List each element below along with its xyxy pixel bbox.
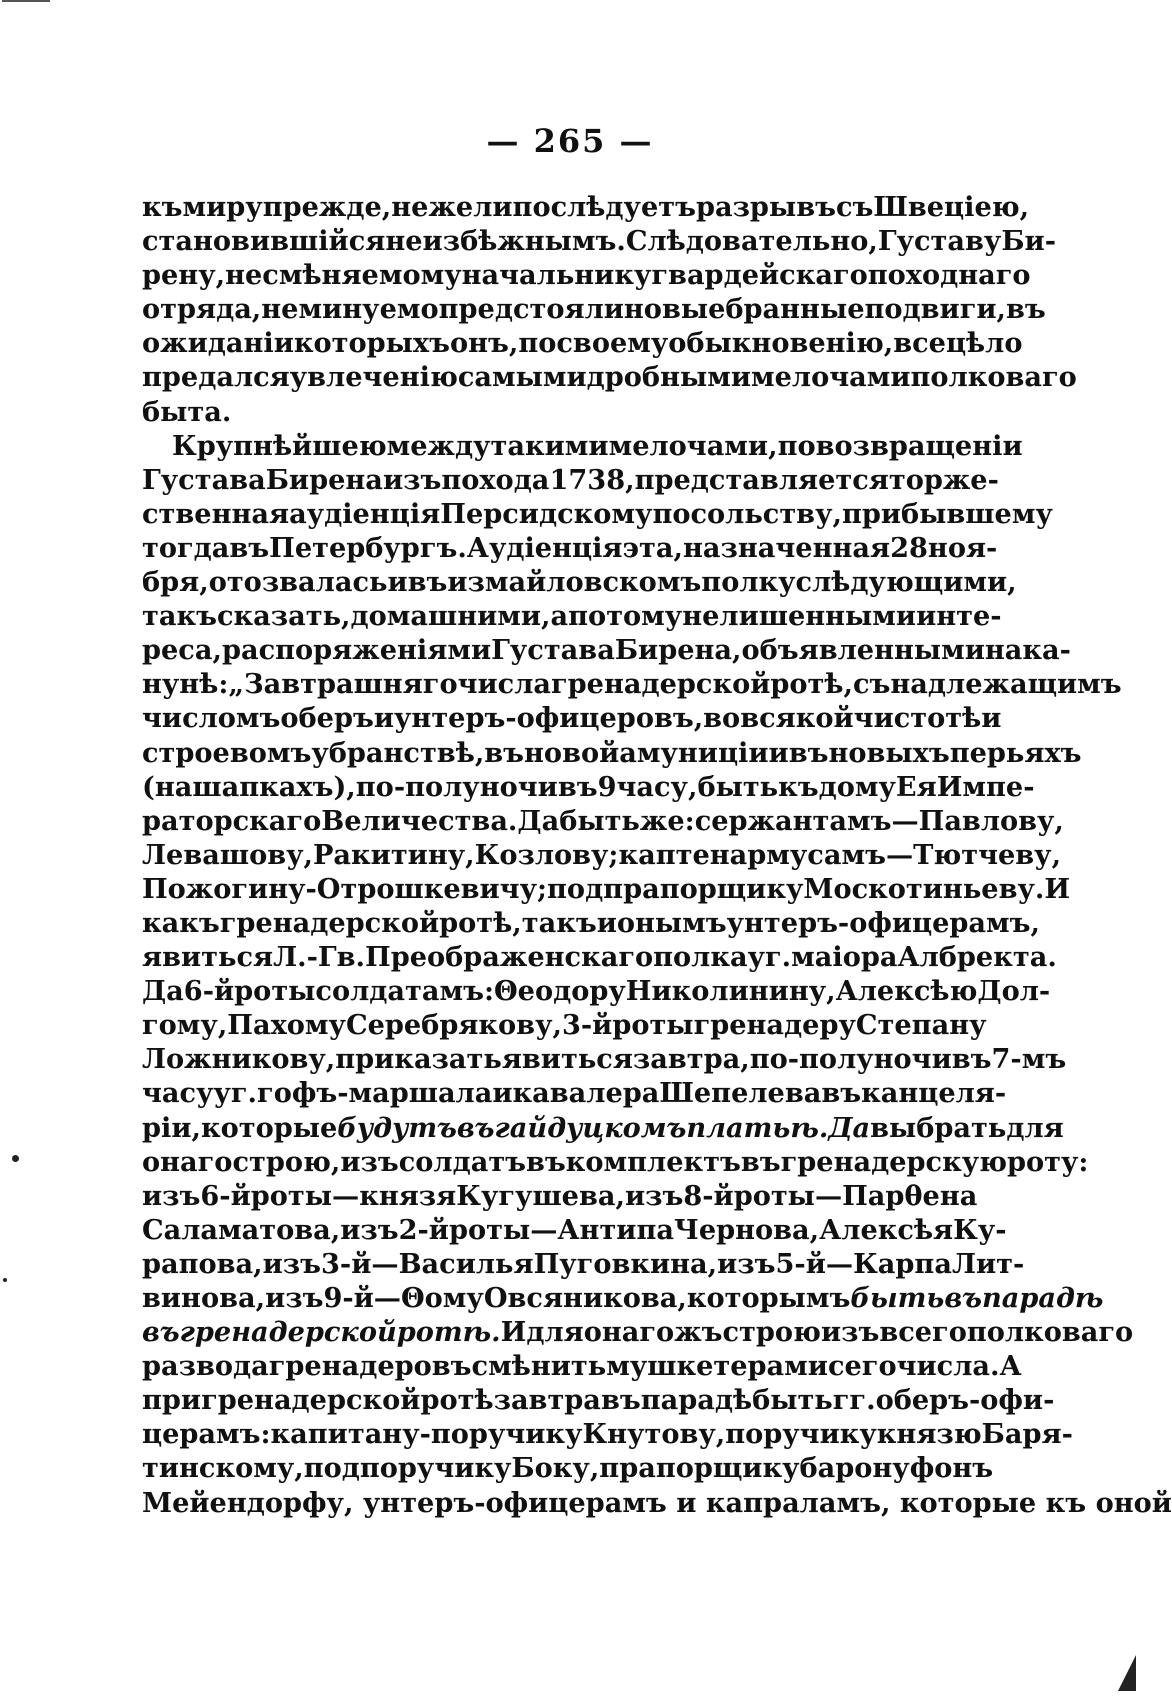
paragraph [142, 429, 1172, 1520]
text-line: Левашову, Ракитину, Козлову; каптенармусамъ—Тютчеву, [142, 838, 1062, 871]
text-line: явиться Л.-Гв. Преображенскаго полка у г. маіора Албректа. [142, 941, 1057, 974]
text-line: раторскаго Величества. Да быть же: сержантамъ—Павлову, [142, 804, 1064, 837]
text-line: числомъ оберъ и унтеръ-офицеровъ, во всякой чистотѣ и [142, 702, 1002, 735]
text-line: Крупнѣйшею между такими мелочами, по возвращеніи [172, 429, 1023, 462]
text-line: ожиданіи которыхъ онъ, по своему обыкновенію, всецѣло [142, 327, 1023, 360]
scan-edge-line [2, 0, 50, 2]
text-line: Саламатова, изъ 2-й роты—Антипа Чернова, Алексѣя Ку- [142, 1213, 1007, 1246]
body-text [142, 190, 1172, 1520]
corner-smudge [1118, 1655, 1136, 1691]
text-line: къ миру прежде, нежели послѣдуетъ разрывъ съ Швеціею, [142, 191, 1030, 223]
text-line: Да 6-й роты солдатамъ: Θеодору Николинину, Алексѣю Дол- [142, 975, 1051, 1008]
scan-speck [3, 1278, 7, 1282]
text-line: тинскому, подпоручику Боку, прапорщику барону фонъ [142, 1452, 994, 1485]
text-line: Густава Бирена изъ похода 1738, представляется торже- [142, 463, 999, 496]
text-line: (на шапкахъ), по-полуночи въ 9 часу, быть къ дому Ея Импе- [142, 770, 1035, 803]
text-line: въ гренадерской ротѣ. И для онаго жъ строю изъ всего полковаго [142, 1316, 1134, 1349]
text-line: изъ 6-й роты — князя Кугушева, изъ 8-й роты — Парθена [142, 1179, 978, 1212]
text-line: Ложникову, приказать явиться завтра, по-полуночи въ 7-мъ [142, 1043, 1067, 1076]
text-line: быта. [142, 395, 232, 428]
text-line: бря, отозвалась и въ измайловскомъ полку слѣдующими, [142, 566, 1017, 599]
paragraph [142, 190, 1077, 429]
text-line: развода гренадеровъ смѣнить мушкетерами сего числа. А [142, 1350, 1022, 1383]
text-line: предался увлеченію самыми дробными мелочами полковаго [142, 361, 1077, 394]
page-number: — 265 — [486, 122, 654, 160]
text-line: нунѣ: „Завтрашняго числа гренадерской ротѣ, съ надлежащимъ [142, 668, 1122, 701]
text-line: церамъ: капитану-поручику Кнутову, поручику князю Баря- [142, 1418, 1073, 1451]
text-line: онаго строю, изъ солдатъ въ комплектъ въ гренадерскую роту: [142, 1145, 1089, 1178]
text-line: какъ гренадерской ротѣ, такъ и онымъ унтеръ-офицерамъ, [142, 906, 1040, 939]
text-line: часу у г. гофъ-маршала и кавалера Шепелева въ канцеля- [142, 1077, 1007, 1110]
text-line: такъ сказать, домашними, а потому не лишенными инте- [142, 600, 1002, 633]
text-line: отряда, неминуемо предстояли новые бранные подвиги, въ [142, 293, 1046, 326]
text-line: Пожогину-Отрошкевичу; подпрапорщику Москотиньеву. И [142, 872, 1071, 905]
scan-speck [12, 1155, 19, 1162]
text-line: ственная аудіенція Персидскому посольству, прибывшему [142, 497, 1053, 530]
text-line: Мейендорфу, унтеръ-офицерамъ и капраламъ, которые къ оной [142, 1486, 1172, 1519]
text-line: ріи, которые будутъ въ гайдуцкомъ платьѣ. Да выбрать для [142, 1111, 1064, 1144]
text-line: рену, несмѣняемому начальнику гвардейскаго походнаго [142, 259, 1031, 292]
text-line: рапова, изъ 3-й—Василья Пуговкина, изъ 5-й—Карпа Лит- [142, 1247, 1025, 1280]
text-line: становившійся неизбѣжнымъ. Слѣдовательно, Густаву Би- [142, 225, 1057, 258]
text-line: при гренадерской ротѣ завтра въ парадѣ быть гг. оберъ-офи- [142, 1384, 1055, 1417]
text-line: гому, Пахому Серебрякову, 3-й роты гренадеру Степану [142, 1009, 987, 1042]
text-line: тогда въ Петербургъ. Аудіенція эта, назначенная 28 ноя- [142, 531, 998, 564]
text-line: реса, распоряженіями Густава Бирена, объявленными нака- [142, 634, 1071, 667]
text-line: строевомъ убранствѣ, въ новой амуниціи и въ новыхъ перьяхъ [142, 736, 1082, 769]
text-line: винова, изъ 9-й—Θому Овсяникова, которымъ быть въ парадѣ [142, 1282, 1104, 1314]
